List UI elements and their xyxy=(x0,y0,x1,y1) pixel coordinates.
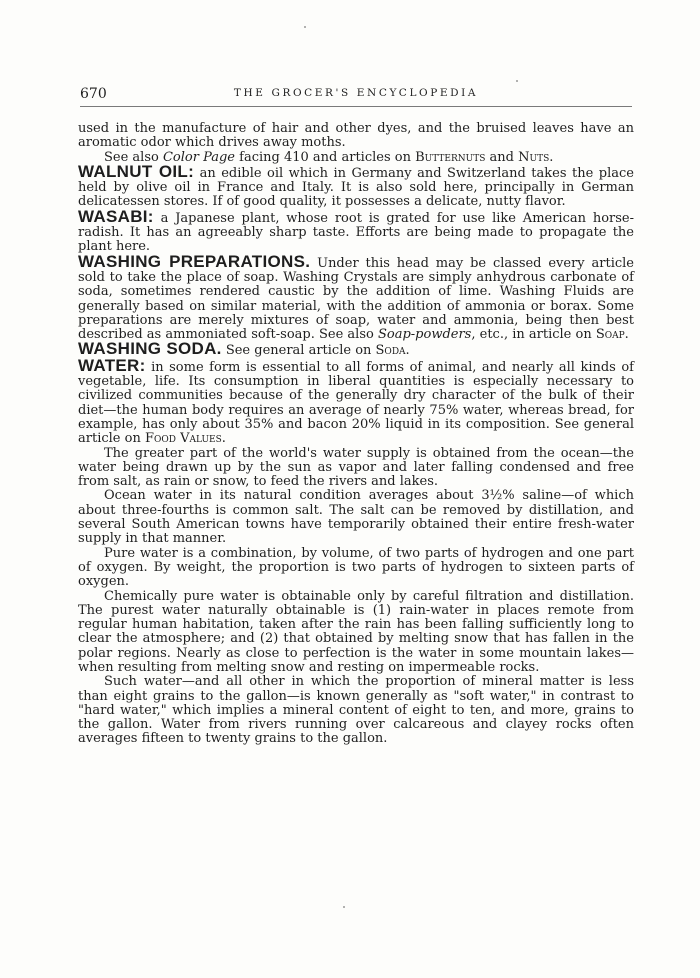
headword: WATER: xyxy=(78,355,146,375)
entry-wasabi: WASABI: a Japanese plant, whose root is grated for use like American horse-radish. It has an agreeably sharp taste. Efforts are being made to propagate the plant here. xyxy=(78,206,634,255)
running-title: THE GROCER'S ENCYCLOPEDIA xyxy=(233,87,479,99)
scan-speck xyxy=(343,906,345,908)
water-paragraph-6: Such water—and all other in which the proportion of mineral matter is less than eight grains to the gallon—is known generally as "soft water," in contrast to "hard water," which implies a mineral content of eight to ten, and more, grains to the gallon. Water from rivers running over calcareous and clayey rocks often averages fifteen to twenty grains to the gallon. xyxy=(78,674,634,747)
headword: WASHING PREPARATIONS. xyxy=(78,251,311,271)
header-rule xyxy=(80,106,632,107)
headword: WALNUT OIL: xyxy=(78,161,195,181)
water-paragraph-2: The greater part of the world's water supply is obtained from the ocean—the water being drawn up by the sun as vapor and later falling condensed and free from salt, as rain or snow, to feed the rivers and lakes. xyxy=(78,445,634,490)
page-header xyxy=(80,86,632,104)
water-paragraph-5: Chemically pure water is obtainable only by careful filtration and distillation. The purest water naturally obtainable is (1) rain-water in places remote from regular human habitation, taken after the rain has been falling sufficiently long to clear the atmosphere; and (2) that obtained by melting snow that has fallen in the polar regions. Nearly as close to perfection is the water in some mountain lakes—when resulting from melting snow and resting on impermeable rocks. xyxy=(78,588,634,675)
entry-washing-preparations: WASHING PREPARATIONS. Under this head may be classed every article sold to take the place of soap. Washing Crystals are simply anhydrous carbonate of soda, sometimes rendered caustic by the addition of lime. Washing Fluids are generally based on similar material, with the addition of ammonia or borax. Some preparations are merely mixtures of soap, water and ammonia, being then best described as ammoniated soft-soap. See also Soap-powders, etc., in article on Soap. xyxy=(78,251,634,343)
scan-speck xyxy=(304,26,306,28)
entry-water: WATER: in some form is essential to all forms of animal, and nearly all kinds of vegetable, life. Its consumption in liberal quantities is especially necessary to civilized communities because of the generally dry character of the bulk of their diet—the human body requires an average of nearly 75% water, whereas bread, for example, has only about 35% and bacon 20% liquid in its composition. See general article on Food Values. xyxy=(78,355,634,447)
headword: WASHING SODA. xyxy=(78,339,222,359)
headword: WASABI: xyxy=(78,206,154,226)
intro-see-also: See also Color Page facing 410 and articles on Butternuts and Nuts. xyxy=(104,149,554,165)
page-number: 670 xyxy=(80,86,107,102)
scan-speck xyxy=(516,80,518,82)
intro-paragraph: used in the manufacture of hair and other dyes, and the bruised leaves have an aromatic odor which drives away moths. xyxy=(78,121,634,151)
page-body xyxy=(78,122,634,747)
entry-washing-soda: WASHING SODA. See general article on Soda. xyxy=(78,339,410,359)
water-paragraph-4: Pure water is a combination, by volume, of two parts of hydrogen and one part of oxygen. By weight, the proportion is two parts of hydrogen to sixteen parts of oxygen. xyxy=(78,545,634,590)
entry-walnut-oil: WALNUT OIL: an edible oil which in Germany and Switzerland takes the place held by olive oil in France and Italy. It is also sold here, principally in German delicatessen stores. If of good quality, it possesses a delicate, nutty flavor. xyxy=(78,161,634,210)
water-paragraph-3: Ocean water in its natural condition averages about 3½% saline—of which about three-fourths is common salt. The salt can be removed by distillation, and several South American towns have temporarily obtained their entire fresh-water supply in that manner. xyxy=(78,488,634,547)
